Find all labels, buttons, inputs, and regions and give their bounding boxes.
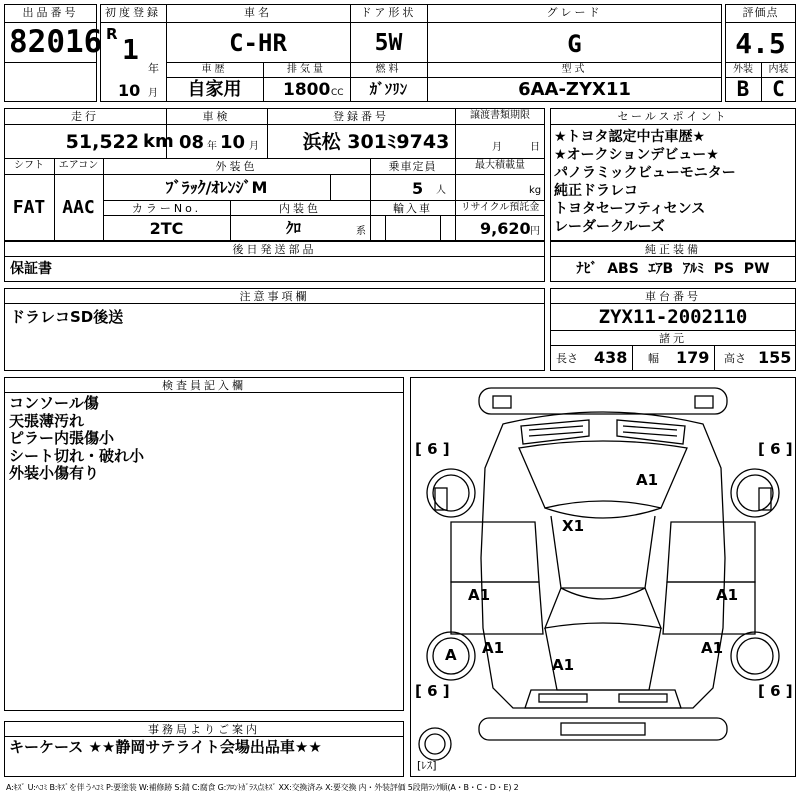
recycle-label: リサイクル預託金 — [460, 202, 540, 213]
month-unit: 月 — [148, 88, 158, 99]
shift-label: シフト — [14, 160, 44, 171]
selling-point: 純正ドラレコ — [554, 183, 638, 199]
lot-number: 82016 — [9, 24, 103, 60]
color-no: 2TC — [149, 219, 184, 238]
model: C-HR — [229, 29, 287, 57]
inspector-note: 外装小傷有り — [9, 464, 100, 482]
first-reg-label: 初度登録 — [105, 6, 161, 19]
insp-year-unit: 年 — [207, 141, 217, 152]
import-label: 輸入車 — [393, 202, 432, 215]
grade: G — [567, 30, 582, 58]
history: 自家用 — [187, 79, 242, 100]
interior-label: 内装 — [768, 64, 789, 75]
hgt-label: 高さ — [724, 352, 746, 365]
mileage-unit: km — [143, 131, 174, 152]
tire-tread-fl: [ 6 ] — [415, 440, 450, 458]
history-label: 車歴 — [201, 64, 228, 75]
model-label: 車名 — [244, 6, 272, 19]
interior: C — [772, 77, 785, 101]
len-label: 長さ — [556, 352, 578, 365]
selling-point: ★オークションデビュー★ — [554, 147, 719, 163]
displacement: 1800 — [283, 80, 331, 100]
recycle-unit: 円 — [530, 226, 540, 237]
hgt: 155 — [758, 348, 792, 367]
notes-label: 注意事項欄 — [239, 290, 310, 303]
equip-label: 純正装備 — [645, 243, 701, 256]
load-unit: kg — [529, 185, 542, 196]
tire-tread-fr: [ 6 ] — [758, 440, 793, 458]
tire-tread-rr: [ 6 ] — [758, 682, 793, 700]
displacement-label: 排気量 — [287, 64, 326, 75]
fuel: ｶﾞｿﾘﾝ — [369, 80, 408, 98]
car-diagram — [410, 377, 796, 777]
mark-hood-right: A1 — [636, 471, 659, 489]
color: ﾌﾞﾗｯｸ/ｵﾚﾝｼﾞM — [165, 178, 268, 197]
grade-label: グレード — [546, 6, 603, 19]
legend: A:ｷｽﾞ U:ﾍｺﾐ B:ｷｽﾞを伴うﾍｺﾐ P:要塗装 W:補修跡 S:錆 C:腐食 G:ﾌﾛﾝﾄｶﾞﾗｽ点ｷｽﾞ XX:交換済み X:要交換 内・外装評価 5段階ﾗﾝｸ順(A・B・C・D・E) 2 — [6, 783, 519, 792]
office-text: キーケース ★★静岡サテライト会場出品車★★ — [9, 738, 322, 756]
wid: 179 — [676, 348, 710, 367]
later-text: 保証書 — [10, 261, 52, 277]
int-color-label: 内装色 — [279, 202, 321, 215]
displacement-unit: CC — [331, 88, 344, 98]
inspector-note: コンソール傷 — [9, 394, 99, 412]
reg-month: 10 — [118, 81, 141, 100]
type-label: 型式 — [561, 64, 588, 75]
ac-label: エアコン — [58, 160, 99, 171]
type: 6AA-ZYX11 — [518, 79, 631, 100]
chassis: ZYX11-2002110 — [598, 306, 748, 328]
inspector-note: 天張薄汚れ — [9, 411, 85, 430]
selling-label: セールスポイント — [617, 110, 729, 123]
mark-trunk: A1 — [552, 656, 575, 674]
mark-quarter-left: A1 — [482, 639, 505, 657]
capacity: 5 — [412, 179, 424, 198]
office-label: 事務局よりご案内 — [148, 723, 260, 736]
dims-label: 諸元 — [659, 332, 687, 345]
reg-year: 1 — [122, 33, 139, 66]
era: R — [106, 25, 118, 43]
inspection-label: 車検 — [202, 110, 231, 123]
inspector-notes — [9, 395, 144, 483]
mark-rear-door-left: A1 — [468, 586, 491, 604]
mark-roof: X1 — [562, 517, 585, 535]
score-label: 評価点 — [742, 6, 779, 19]
mark-rear-door-right: A1 — [716, 586, 739, 604]
transfer-label: 譲渡書類期限 — [470, 110, 530, 121]
wid-label: 幅 — [648, 352, 659, 365]
mileage-label: 走行 — [71, 110, 99, 123]
inspector-label: 検査員記入欄 — [162, 379, 246, 392]
selling-point: パノラミックビューモニター — [554, 165, 736, 181]
insp-year: 08 — [179, 132, 205, 153]
ac: AAC — [62, 197, 95, 218]
equip: ﾅﾋﾞ ABS ｴｱB ｱﾙﾐ PS PW — [576, 261, 770, 277]
plate: 浜松 301ﾐ9743 — [302, 131, 450, 153]
selling-points — [554, 128, 736, 236]
later-label: 後日発送部品 — [232, 243, 317, 256]
chassis-label: 車台番号 — [645, 290, 701, 303]
load-label: 最大積載量 — [475, 160, 525, 171]
insp-month-unit: 月 — [249, 141, 259, 152]
exterior: B — [736, 77, 750, 101]
lot-label: 出品番号 — [22, 6, 79, 19]
transfer-day: 日 — [530, 142, 540, 153]
inspector-note: ピラー内張傷小 — [9, 429, 115, 447]
capacity-label: 乗車定員 — [388, 160, 437, 173]
door-label: ドア形状 — [360, 6, 417, 19]
fuel-label: 燃料 — [375, 64, 402, 75]
selling-point: ★トヨタ認定中古車歴★ — [554, 129, 706, 145]
selling-point: トヨタセーフティセンス — [554, 201, 706, 217]
score: 4.5 — [735, 27, 786, 60]
int-color: ｸﾛ — [286, 219, 302, 237]
plate-label: 登録番号 — [333, 110, 389, 123]
year-unit: 年 — [148, 62, 159, 75]
exterior-label: 外装 — [733, 64, 753, 75]
recycle: 9,620 — [480, 219, 531, 238]
int-color-unit: 系 — [356, 226, 366, 237]
color-no-label: カラーNo. — [131, 202, 202, 215]
mark-wheel-left: A — [445, 646, 457, 664]
len: 438 — [594, 348, 628, 367]
selling-point: レーダークルーズ — [554, 219, 665, 235]
door: 5W — [374, 30, 403, 56]
inspector-note: シート切れ・破れ小 — [9, 446, 145, 465]
capacity-unit: 人 — [436, 185, 446, 196]
spare-tire-label: [ﾚｽ] — [417, 759, 437, 772]
car-outline — [411, 378, 795, 776]
insp-month: 10 — [220, 132, 246, 153]
mileage: 51,522 — [65, 131, 139, 153]
color-label: 外装色 — [215, 160, 258, 173]
shift: FAT — [12, 197, 46, 218]
mark-quarter-right: A1 — [701, 639, 724, 657]
tire-tread-rl: [ 6 ] — [415, 682, 450, 700]
transfer-month: 月 — [492, 142, 502, 153]
notes-text: ドラレコSD後送 — [10, 308, 124, 326]
